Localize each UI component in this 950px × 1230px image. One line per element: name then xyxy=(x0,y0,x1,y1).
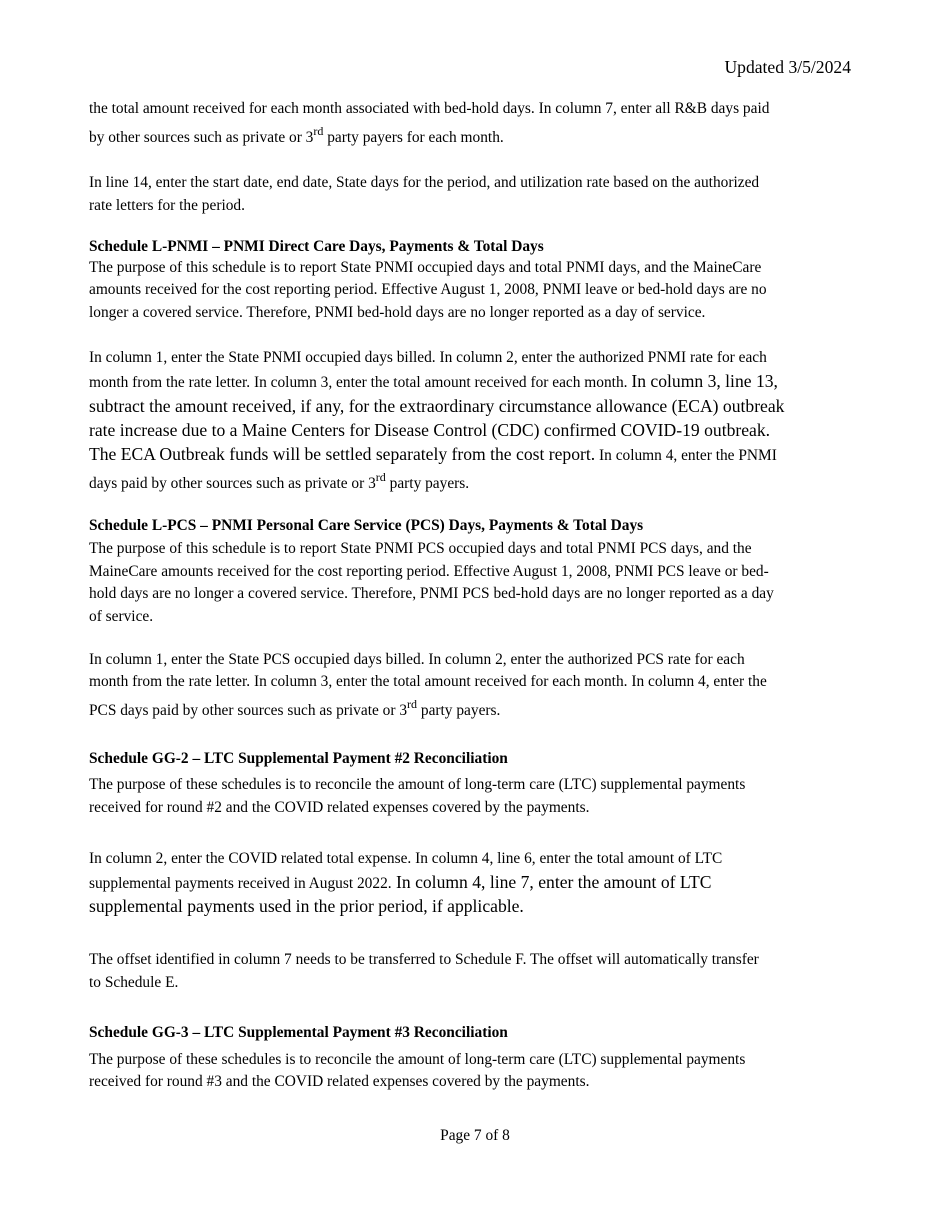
section-heading-l-pnmi: Schedule L-PNMI – PNMI Direct Care Days, Payments & Total Days xyxy=(89,238,544,255)
paragraph-line: amounts received for the cost reporting period. Effective August 1, 2008, PNMI leave or bed-hold days are no xyxy=(89,281,767,298)
paragraph-line: In column 1, enter the State PNMI occupied days billed. In column 2, enter the authorized PNMI rate for each xyxy=(89,349,767,366)
paragraph-line: to Schedule E. xyxy=(89,974,179,991)
paragraph-line: received for round #2 and the COVID related expenses covered by the payments. xyxy=(89,799,590,816)
paragraph-line xyxy=(89,470,470,494)
paragraph-line: The purpose of this schedule is to report State PNMI PCS occupied days and total PNMI PCS days, and the xyxy=(89,540,752,557)
paragraph-line xyxy=(89,444,777,466)
text-run-large: In column 3, line 13, xyxy=(631,371,778,391)
text-run: In column 4, enter the PNMI xyxy=(595,447,777,464)
text-run: party payers. xyxy=(417,702,501,719)
paragraph-line: the total amount received for each month associated with bed-hold days. In column 7, enter all R&B days paid xyxy=(89,100,770,117)
paragraph-line xyxy=(89,872,712,894)
paragraph-line: In line 14, enter the start date, end date, State days for the period, and utilization rate based on the authorized xyxy=(89,174,760,191)
section-heading-gg-3: Schedule GG-3 – LTC Supplemental Payment #3 Reconciliation xyxy=(89,1024,508,1041)
paragraph-line: of service. xyxy=(89,608,154,625)
paragraph-line xyxy=(89,124,504,148)
paragraph-line: In column 1, enter the State PCS occupied days billed. In column 2, enter the authorized PCS rate for each xyxy=(89,651,745,668)
paragraph-line xyxy=(89,371,778,393)
paragraph-line: The purpose of these schedules is to reconcile the amount of long-term care (LTC) supplemental payments xyxy=(89,1051,746,1068)
paragraph-line: supplemental payments used in the prior period, if applicable. xyxy=(89,896,524,916)
paragraph-line: In column 2, enter the COVID related total expense. In column 4, line 6, enter the total amount of LTC xyxy=(89,850,723,867)
paragraph-line: month from the rate letter. In column 3, enter the total amount received for each month. In column 4, enter the xyxy=(89,673,767,690)
paragraph-line xyxy=(89,697,501,721)
paragraph-line: The purpose of this schedule is to report State PNMI occupied days and total PNMI days, and the MaineCare xyxy=(89,259,762,276)
paragraph-line: received for round #3 and the COVID related expenses covered by the payments. xyxy=(89,1073,590,1090)
text-run: month from the rate letter. In column 3, enter the total amount received for each month. xyxy=(89,374,632,391)
text-run: party payers. xyxy=(385,475,470,492)
text-run-large: The ECA Outbreak funds will be settled separately from the cost report. xyxy=(89,444,596,464)
section-heading-l-pcs: Schedule L-PCS – PNMI Personal Care Service (PCS) Days, Payments & Total Days xyxy=(89,517,644,534)
section-heading-gg-2: Schedule GG-2 – LTC Supplemental Payment #2 Reconciliation xyxy=(89,750,508,767)
updated-date: Updated 3/5/2024 xyxy=(724,57,851,77)
paragraph-line: MaineCare amounts received for the cost reporting period. Effective August 1, 2008, PNMI PCS leave or bed- xyxy=(89,563,769,580)
paragraph-line: rate increase due to a Maine Centers for Disease Control (CDC) confirmed COVID-19 outbreak. xyxy=(89,420,771,440)
superscript: rd xyxy=(375,470,386,484)
paragraph-line: hold days are no longer a covered service. Therefore, PNMI PCS bed-hold days are no longer reported as a day xyxy=(89,585,774,602)
paragraph-line: The offset identified in column 7 needs to be transferred to Schedule F. The offset will automatically transfer xyxy=(89,951,759,968)
text-run: supplemental payments received in August 2022. xyxy=(89,875,392,892)
text-run: days paid by other sources such as private or 3 xyxy=(89,475,376,492)
text-run-large: In column 4, line 7, enter the amount of LTC xyxy=(391,872,712,892)
superscript: rd xyxy=(313,124,324,138)
text-run: PCS days paid by other sources such as private or 3 xyxy=(89,702,408,719)
text-run: party payers for each month. xyxy=(323,129,504,146)
paragraph-line: rate letters for the period. xyxy=(89,197,245,214)
paragraph-line: subtract the amount received, if any, for the extraordinary circumstance allowance (ECA) outbreak xyxy=(89,396,785,416)
paragraph-line: longer a covered service. Therefore, PNMI bed-hold days are no longer reported as a day of service. xyxy=(89,304,706,321)
page-number: Page 7 of 8 xyxy=(440,1127,510,1144)
paragraph-line: The purpose of these schedules is to reconcile the amount of long-term care (LTC) supplemental payments xyxy=(89,776,746,793)
superscript: rd xyxy=(407,697,418,711)
text-run: by other sources such as private or 3 xyxy=(89,129,314,146)
